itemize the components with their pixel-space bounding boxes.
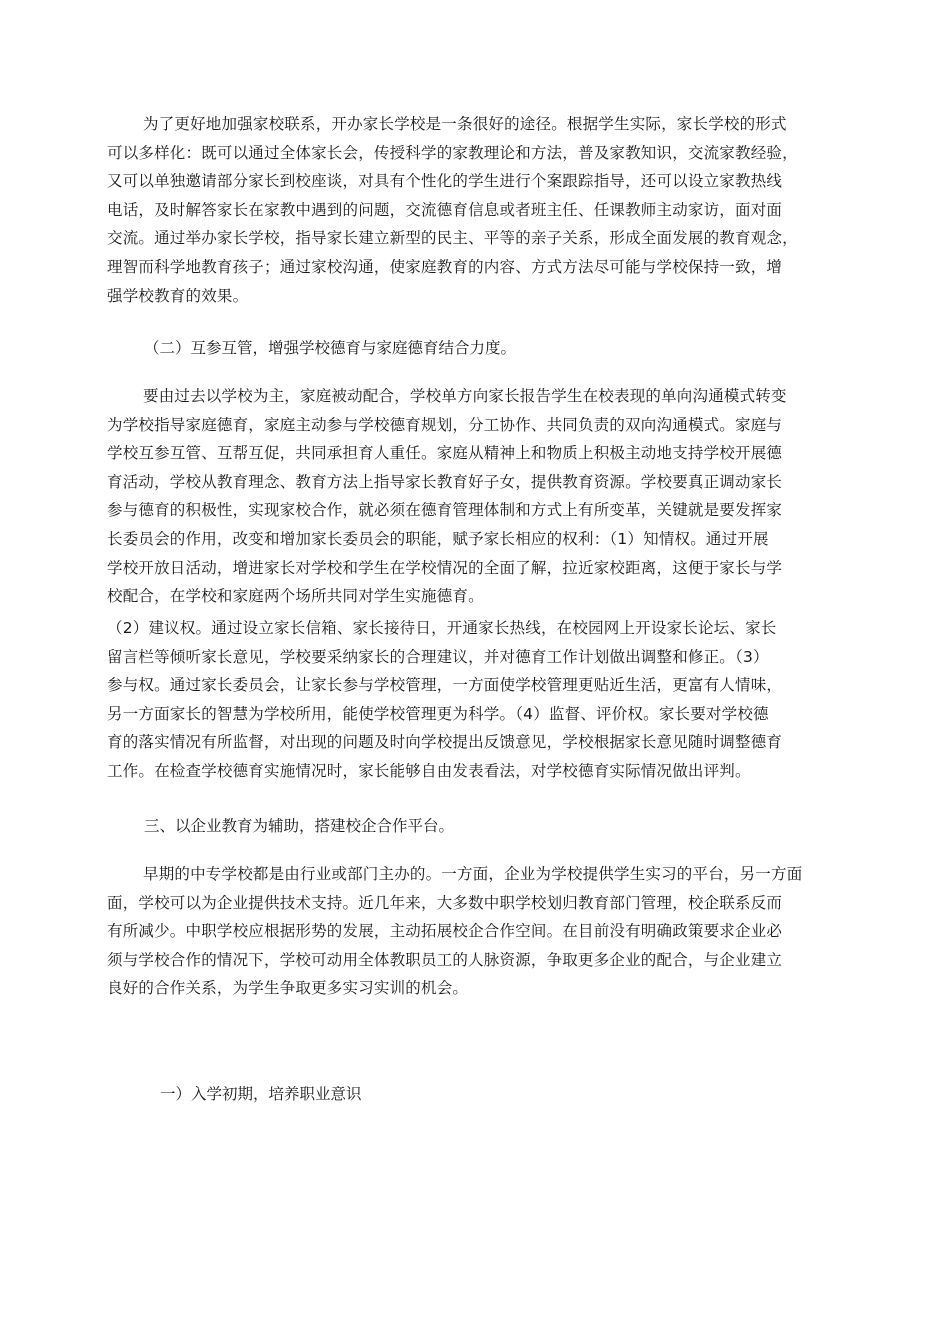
text-line: 校配合，在学校和家庭两个场所共同对学生实施德育。 bbox=[107, 587, 484, 606]
text-line: 育活动，学校从教育理念、教育方法上指导家长教育好子女，提供教育资源。学校要真正调动家长 bbox=[107, 472, 783, 491]
text-line: 长委员会的作用，改变和增加家长委员会的职能，赋予家长相应的权利：（1）知情权。通过开展 bbox=[107, 529, 769, 548]
text-line: 须与学校合作的情况下，学校可动用全体教职员工的人脉资源，争取更多企业的配合，与企业建立 bbox=[107, 950, 783, 969]
text-line: 理智而科学地教育孩子；通过家校沟通，使家庭教育的内容、方式方法尽可能与学校保持一致，增 bbox=[107, 257, 783, 276]
paragraph-school-enterprise bbox=[107, 860, 849, 1003]
text-line: 有所减少。中职学校应根据形势的发展，主动拓展校企合作空间。在目前没有明确政策要求企业必 bbox=[107, 922, 783, 941]
text-line: 要由过去以学校为主，家庭被动配合，学校单方向家长报告学生在校表现的单向沟通模式转变 bbox=[143, 387, 787, 405]
text-line: 另一方面家长的智慧为学校所用，能使学校管理更为科学。（4）监督、评价权。家长要对学校德 bbox=[107, 704, 769, 723]
text-line: 可以多样化：既可以通过全体家长会，传授科学的家教理论和方法，普及家教知识，交流家教经验， bbox=[107, 143, 798, 162]
text-line: （2）建议权。通过设立家长信箱、家长接待日，开通家长热线，在校园网上开设家长论坛、家长 bbox=[107, 619, 777, 637]
paragraph-mutual-management bbox=[107, 382, 849, 611]
text-line: 参与权。通过家长委员会，让家长参与学校管理，一方面使学校管理更贴近生活，更富有人情味， bbox=[107, 676, 783, 695]
text-line: 面，学校可以为企业提供技术支持。近几年来，大多数中职学校划归教育部门管理，校企联系反而 bbox=[107, 893, 783, 912]
text-line: 为学校指导家庭德育，家庭主动参与学校德育规划，分工协作、共同负责的双向沟通模式。家庭与 bbox=[107, 415, 783, 434]
text-line: 良好的合作关系，为学生争取更多实习实训的机会。 bbox=[107, 979, 469, 998]
text-line: 育的落实情况有所监督，对出现的问题及时向学校提出反馈意见，学校根据家长意见随时调整德育 bbox=[107, 733, 783, 752]
text-line: 留言栏等倾听家长意见，学校要采纳家长的合理建议，并对德育工作计划做出调整和修正。（3） bbox=[107, 647, 769, 666]
section-heading: 一）入学初期，培养职业意识 bbox=[160, 1085, 362, 1103]
text-line: 电话，及时解答家长在家教中遇到的问题，交流德育信息或者班主任、任课教师主动家访，面对面 bbox=[107, 200, 783, 219]
text-line: 强学校教育的效果。 bbox=[107, 286, 249, 305]
text-line: 参与德育的积极性，实现家校合作，就必须在德育管理体制和方式上有所变革，关键就是要发挥家 bbox=[107, 501, 783, 520]
text-line: 为了更好地加强家校联系，开办家长学校是一条很好的途径。根据学生实际，家长学校的形式 bbox=[143, 115, 787, 133]
paragraph-parent-rights bbox=[107, 614, 849, 786]
text-line: 工作。在检查学校德育实施情况时，家长能够自由发表看法，对学校德育实际情况做出评判。 bbox=[107, 761, 751, 780]
text-line: 学校开放日活动，增进家长对学校和学生在学校情况的全面了解，拉近家校距离，这便于家长与学 bbox=[107, 558, 783, 577]
text-line: 早期的中专学校都是由行业或部门主办的。一方面，企业为学校提供学生实习的平台，另一方面 bbox=[143, 865, 803, 883]
text-line: 学校互参互管、互帮互促，共同承担育人重任。家庭从精神上和物质上积极主动地支持学校开展德 bbox=[107, 444, 783, 463]
text-line: 交流。通过举办家长学校，指导家长建立新型的民主、平等的亲子关系，形成全面发展的教育观念， bbox=[107, 229, 798, 248]
text-line: 又可以单独邀请部分家长到校座谈，对具有个性化的学生进行个案跟踪指导，还可以设立家教热线 bbox=[107, 172, 783, 191]
section-heading: （二）互参互管，增强学校德育与家庭德育结合力度。 bbox=[144, 339, 517, 357]
paragraph-parent-school bbox=[107, 110, 849, 310]
section-heading: 三、以企业教育为辅助，搭建校企合作平台。 bbox=[144, 817, 455, 835]
